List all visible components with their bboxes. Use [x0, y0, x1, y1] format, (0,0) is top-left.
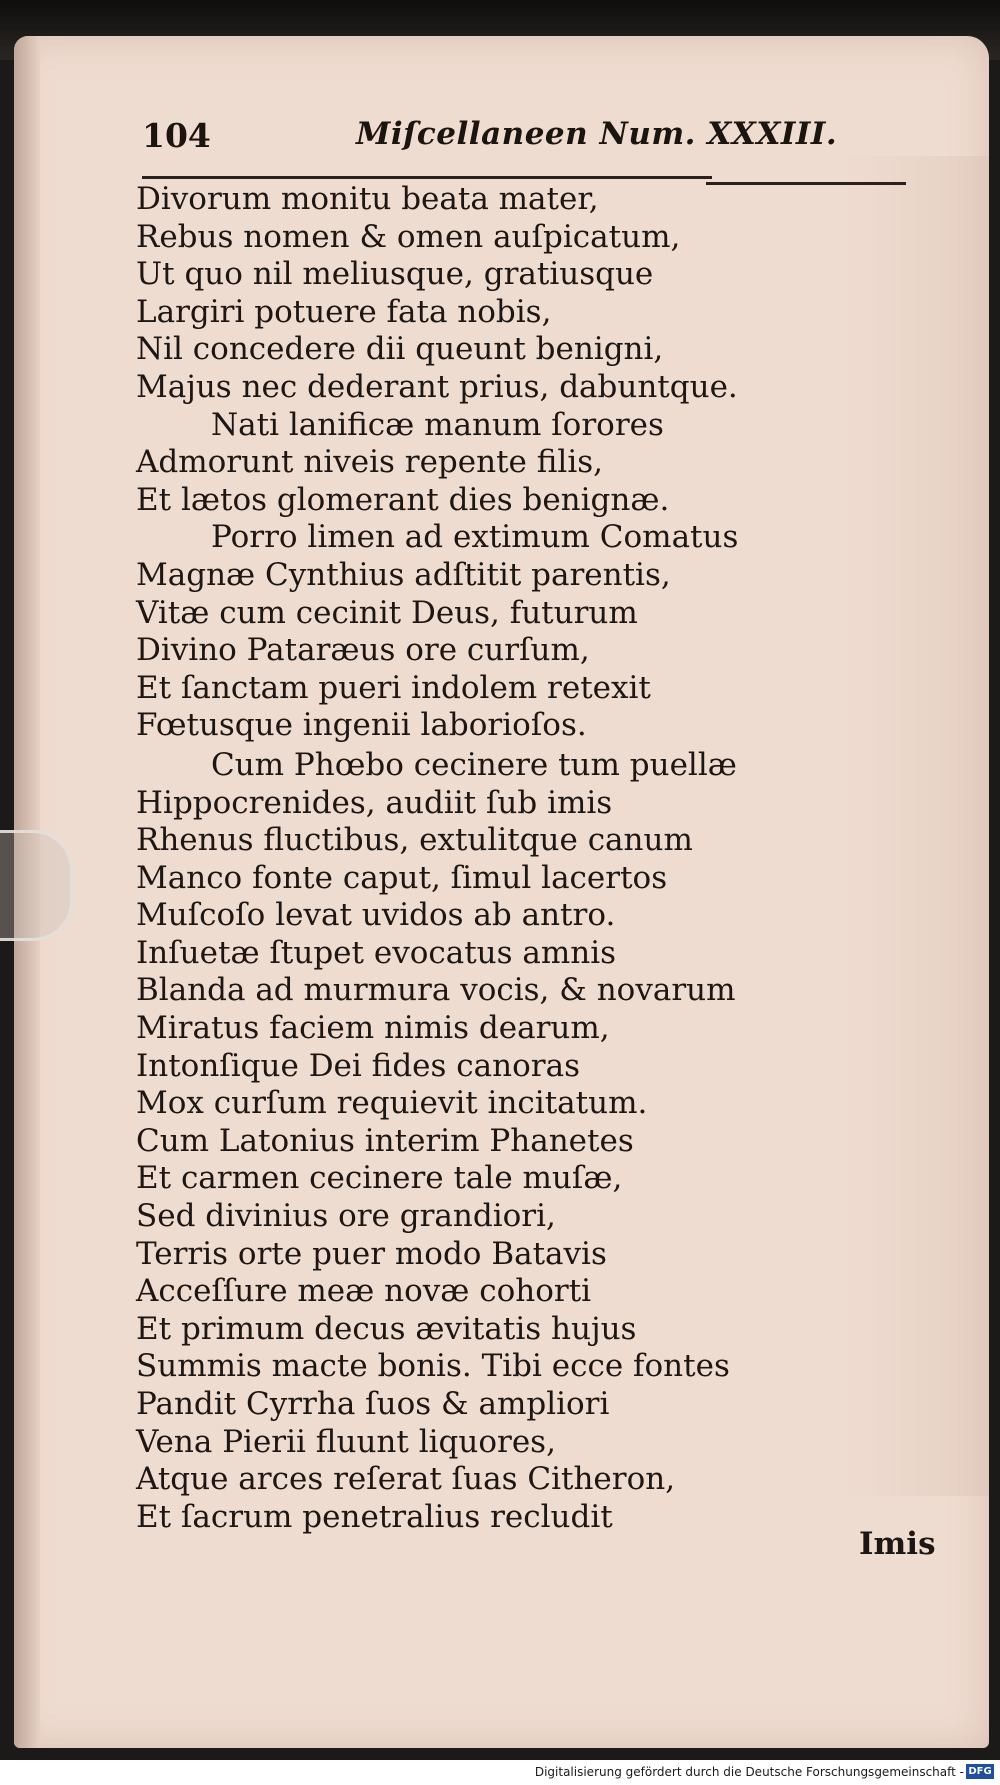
poem-line: Inſuetæ ſtupet evocatus amnis [136, 934, 617, 971]
poem-line: Miratus faciem nimis dearum, [136, 1010, 610, 1047]
poem-line-text: Magnæ Cynthius adſtitit parentis, [136, 556, 671, 593]
poem-line: Porro limen ad extimum Comatus [211, 519, 739, 556]
poem-line: Nil concedere dii queunt benigni, [136, 331, 664, 368]
poem-line: Terris orte puer modo Batavis [136, 1235, 607, 1272]
poem-line: Et primum decus ævitatis hujus [136, 1310, 637, 1347]
poem-line: Intonſique Dei fides canoras [136, 1047, 580, 1084]
poem-line: Divorum monitu beata mater, [136, 181, 599, 217]
header-rule [142, 176, 712, 179]
book-page [14, 36, 989, 1748]
poem-line: Et lætos glomerant dies benignæ. [136, 481, 670, 518]
poem-text [136, 181, 856, 1536]
poem-line: Acceſſure meæ novæ cohorti [136, 1273, 592, 1310]
poem-line: Blanda ad murmura vocis, & novarum [136, 972, 736, 1009]
poem-line: Summis macte bonis. Tibi ecce fontes [136, 1348, 730, 1385]
poem-line: Et ſacrum penetralius recludit [136, 1498, 613, 1535]
poem-line: Divino Pataræus ore curſum, [136, 632, 590, 669]
dfg-logo-icon: DFG [966, 1764, 994, 1779]
footer-bar [0, 1760, 1000, 1785]
poem-line: Vitæ cum cecinit Deus, futurum [136, 594, 638, 631]
poem-line: Majus nec dederant prius, dabuntque. [136, 368, 738, 405]
poem-line: Pandit Cyrrha ſuos & ampliori [136, 1386, 610, 1422]
page-number: 104 [142, 116, 211, 155]
poem-line: Vena Pierii fluunt liquores, [136, 1423, 556, 1460]
poem-line [136, 557, 856, 595]
poem-line: Fœtusque ingenii laborioſos. [136, 707, 587, 744]
poem-line: Largiri potuere fata nobis, [136, 293, 552, 330]
poem-line: Rhenus fluctibus, extulitque canum [136, 822, 693, 859]
page-header [126, 86, 906, 166]
running-title: Miſcellaneen Num. XXXIII. [356, 116, 838, 152]
poem-line: Nati lanificæ manum ſorores [211, 406, 664, 443]
page-clip [0, 830, 73, 941]
poem-line: Cum Latonius interim Phanetes [136, 1122, 634, 1159]
poem-line: Manco fonte caput, ſimul lacertos [136, 859, 668, 896]
catchword: Imis [859, 1526, 936, 1562]
poem-line: Mox curſum requievit incitatum. [136, 1085, 648, 1122]
poem-line: Et carmen cecinere tale muſæ, [136, 1160, 623, 1197]
poem-line: Ut quo nil meliusque, gratiusque [136, 256, 654, 293]
poem-line: Sed divinius ore grandiori, [136, 1198, 556, 1235]
footer-credit: Digitalisierung gefördert durch die Deutsche Forschungsgemeinschaft - [534, 1765, 964, 1779]
poem-line: Admorunt niveis repente filis, [136, 444, 604, 481]
poem-line: Rebus nomen & omen auſpicatum, [136, 218, 681, 255]
poem-line: Muſcoſo levat uvidos ab antro. [136, 897, 616, 934]
poem-line: Atque arces reſerat ſuas Citheron, [136, 1461, 676, 1498]
show-through-area [839, 156, 989, 1496]
poem-line: Cum Phœbo cecinere tum puellæ [211, 746, 737, 783]
poem-line: Hippocrenides, audiit ſub imis [136, 784, 613, 821]
poem-line: Et ſanctam pueri indolem retexit [136, 669, 651, 706]
